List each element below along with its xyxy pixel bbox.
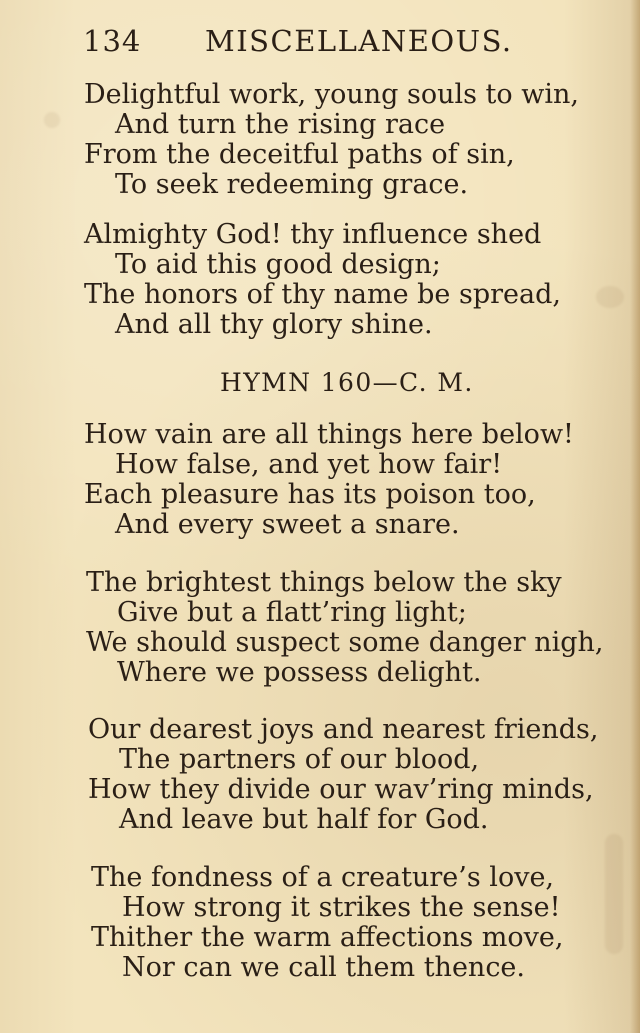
verse-line: Each pleasure has its poison too, [84,479,536,510]
paper-stain [596,286,624,308]
hymn-stanza-1 [84,420,584,540]
page-edge-shadow [630,0,640,1033]
verse-line: How vain are all things here below! [84,419,574,450]
verse-line: Delightful work, young souls to win, [84,79,579,110]
verse-line: From the deceitful paths of sin, [84,139,515,170]
stanza-2 [84,220,584,340]
verse-line: And leave but half for God. [119,804,489,835]
verse-line: The brightest things below the sky [86,567,562,598]
verse-line: Nor can we call them thence. [122,952,525,983]
verse-line: How they divide our wav’ring minds, [88,774,594,805]
verse-line: Thither the warm affections move, [91,922,564,953]
verse-line: How false, and yet how fair! [115,449,503,480]
verse-line: Almighty God! thy influence shed [84,219,542,250]
verse-line: We should suspect some danger nigh, [86,627,604,658]
hymn-title: HYMN 160—C. M. [220,368,474,397]
paper-stain [605,834,623,954]
stanza-1 [84,80,584,200]
verse-line: And turn the rising race [115,109,446,140]
verse-line: To seek redeeming grace. [115,169,469,200]
page-number: 134 [83,24,142,58]
verse-line: Give but a flatt’ring light; [117,597,467,628]
hymn-stanza-2 [86,567,604,688]
verse-line: The honors of thy name be spread, [84,279,561,310]
verse-line: Our dearest joys and nearest friends, [88,714,599,745]
verse-line: The partners of our blood, [119,744,480,775]
verse-line: And all thy glory shine. [115,309,433,340]
paper-stain [44,112,60,128]
hymn-stanza-4 [91,863,591,983]
running-title: MISCELLANEOUS. [205,24,513,58]
verse-line: To aid this good design; [115,249,441,280]
verse-line: And every sweet a snare. [115,509,460,540]
verse-line: The fondness of a creature’s love, [91,862,555,893]
hymn-stanza-3 [88,714,599,835]
page-header [83,24,513,58]
verse-line: How strong it strikes the sense! [122,892,561,923]
verse-line: Where we possess delight. [117,657,482,688]
